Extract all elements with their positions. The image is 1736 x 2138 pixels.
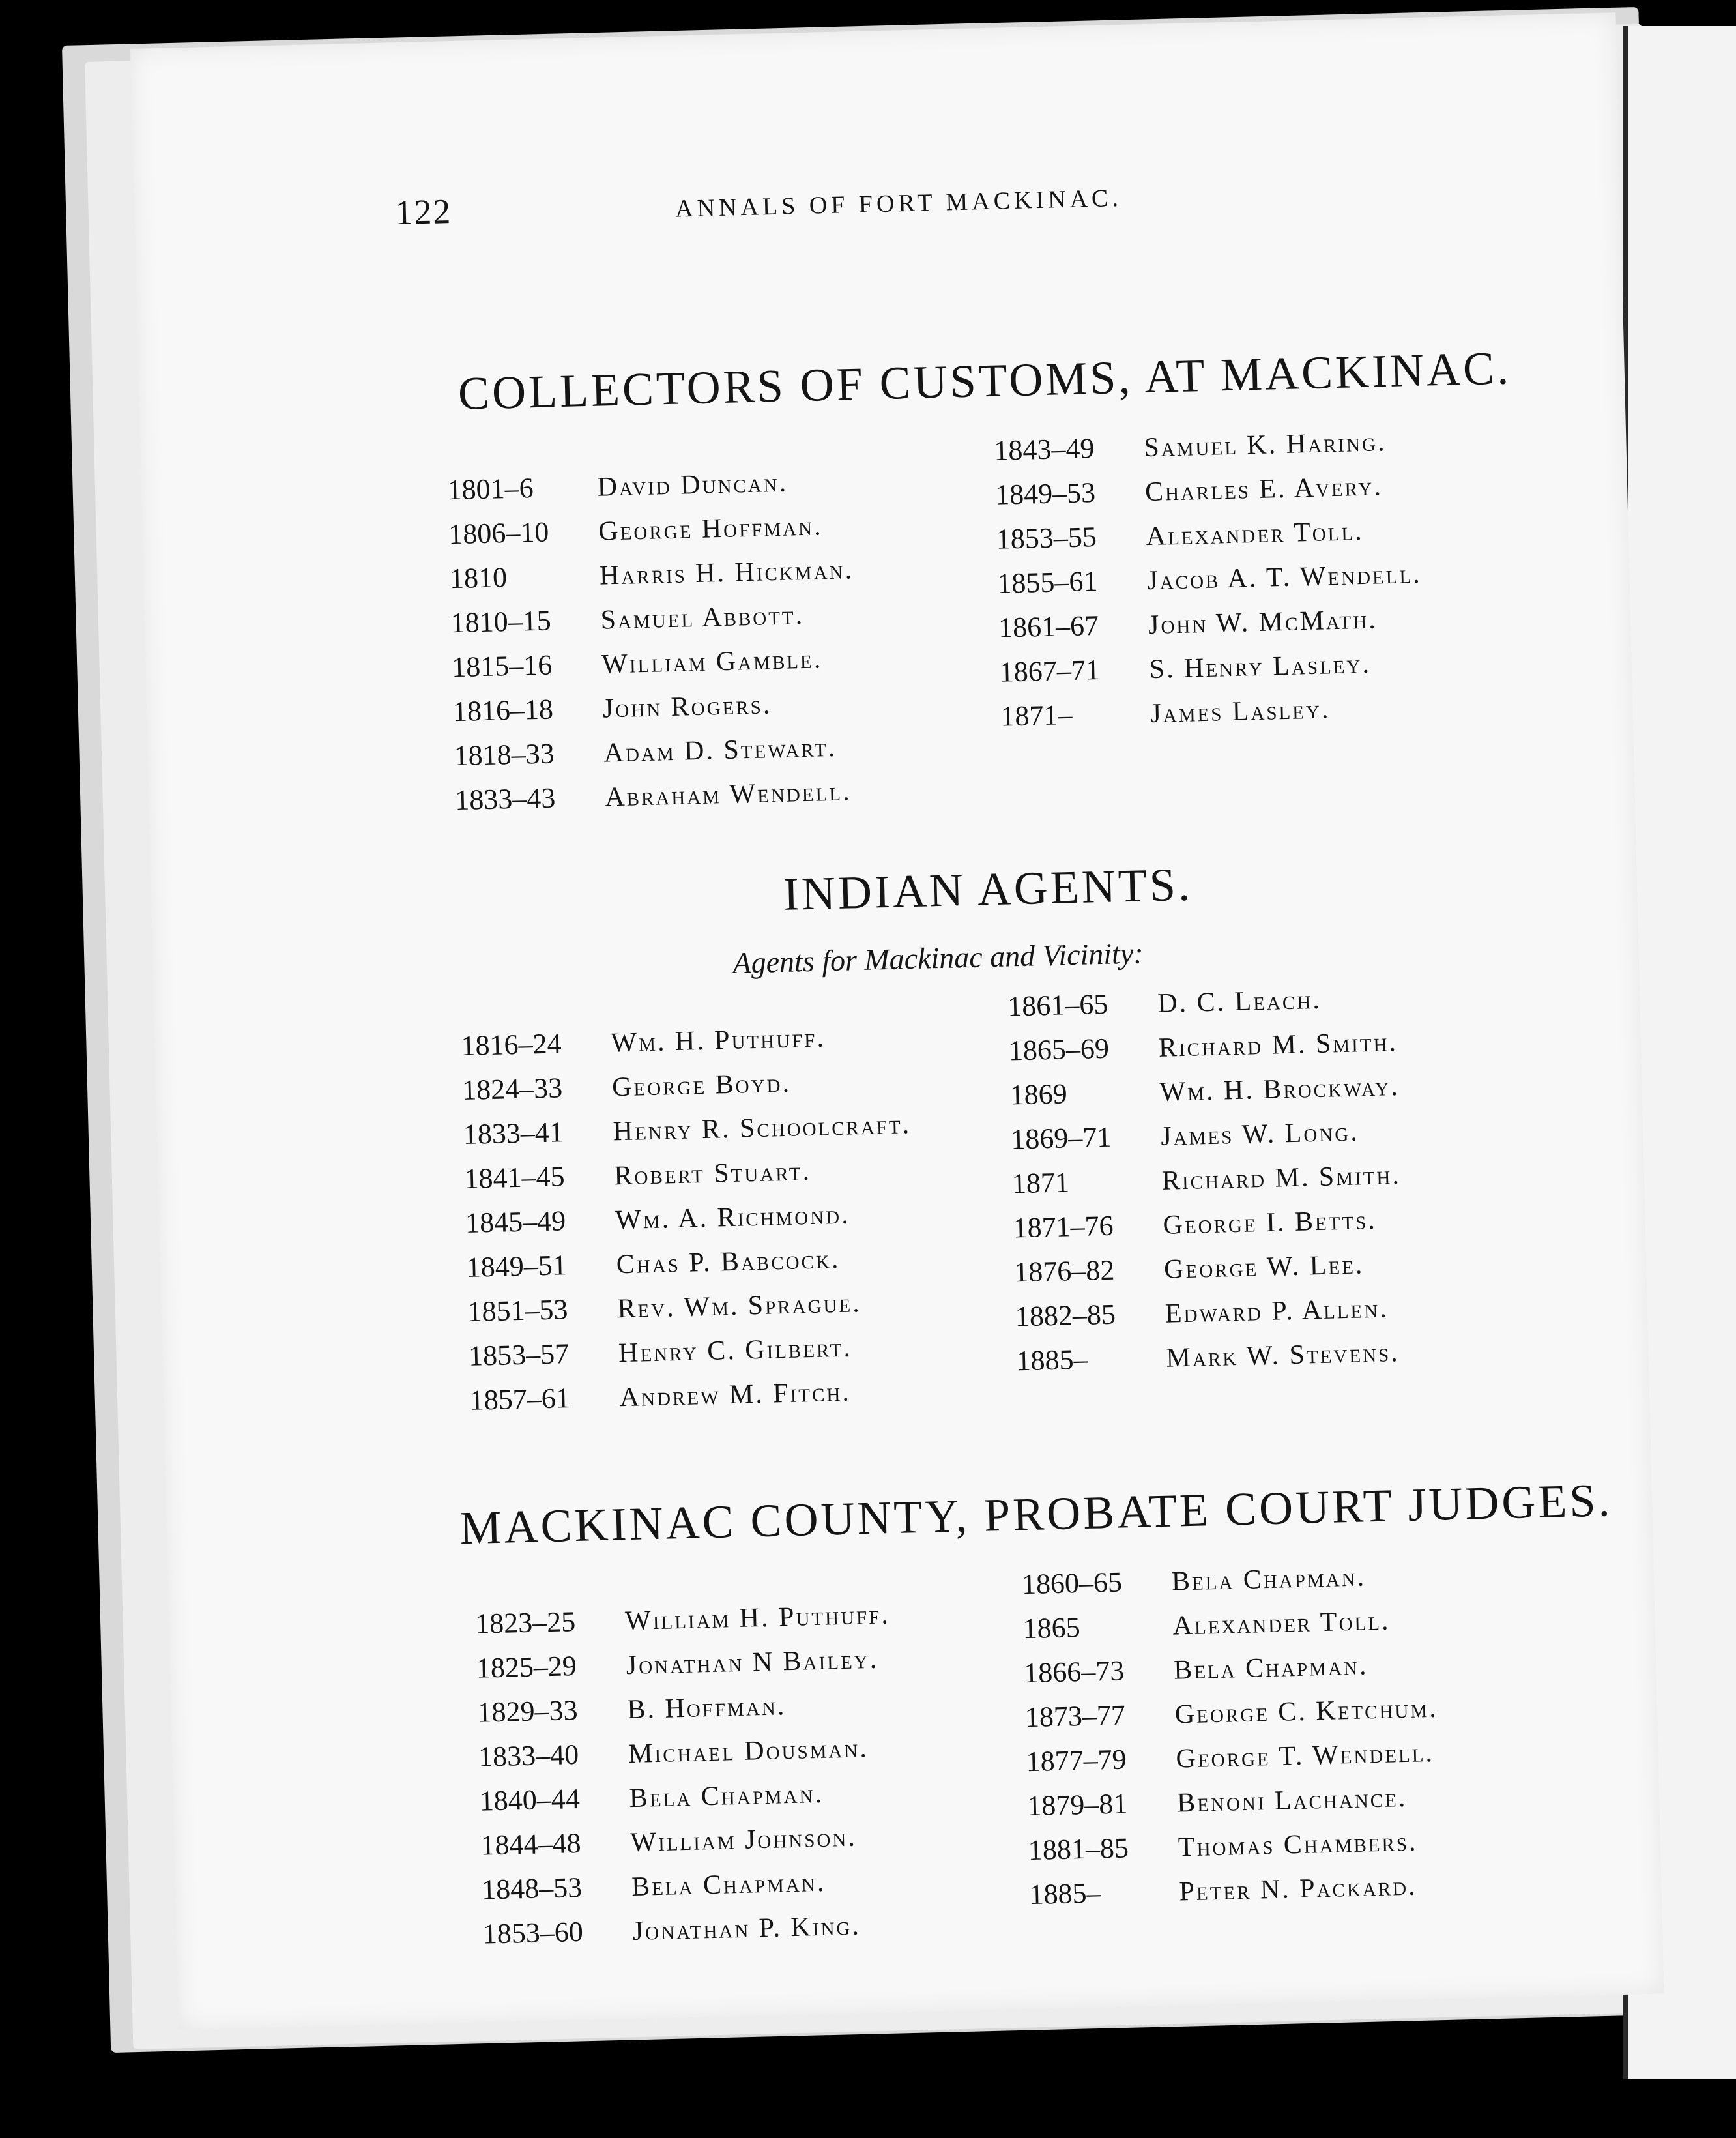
term-years: 1853–55 xyxy=(996,521,1097,555)
term-years: 1871– xyxy=(1000,698,1073,733)
term-years: 1833–43 xyxy=(454,782,556,817)
officeholder-name: Rev. Wm. Sprague. xyxy=(616,1288,862,1325)
officeholder-name: Jacob A. T. Wendell. xyxy=(1146,559,1423,596)
term-years: 1825–29 xyxy=(476,1650,577,1684)
officeholder-name: Adam D. Stewart. xyxy=(603,732,837,769)
collectors-columns xyxy=(421,427,1589,817)
term-years: 1871–76 xyxy=(1013,1209,1114,1244)
officeholder-name: David Duncan. xyxy=(597,467,788,503)
list-item xyxy=(1029,1868,1443,1922)
term-years: 1853–57 xyxy=(468,1338,570,1372)
list-item xyxy=(1016,1335,1407,1389)
term-years: 1816–24 xyxy=(460,1027,562,1062)
list-item xyxy=(1000,690,1426,744)
term-years: 1865–69 xyxy=(1008,1032,1110,1067)
section-indian-agents xyxy=(431,848,1602,1416)
officeholder-name: George I. Betts. xyxy=(1163,1205,1378,1240)
officeholder-name: Benoni Lachance. xyxy=(1176,1782,1408,1819)
term-years: 1861–67 xyxy=(998,609,1099,644)
officeholder-name: Robert Stuart. xyxy=(613,1156,812,1192)
officeholder-name: Bela Chapman. xyxy=(1173,1650,1368,1686)
officeholder-name: Richard M. Smith. xyxy=(1158,1027,1398,1063)
probate-judges-right-column xyxy=(1021,1558,1443,1922)
list-item xyxy=(455,774,860,828)
collectors-left-column xyxy=(447,463,860,828)
term-years: 1857–61 xyxy=(469,1382,571,1416)
term-years: 1818–33 xyxy=(454,737,555,772)
section-subtitle-indian-agents: Agents for Mackinac and Vicinity: xyxy=(732,936,1144,980)
term-years: 1801–6 xyxy=(447,472,534,506)
term-years: 1885– xyxy=(1015,1343,1089,1377)
section-title-probate-judges: MACKINAC COUNTY, PROBATE COURT JUDGES. xyxy=(459,1474,1613,1555)
probate-judges-left-column xyxy=(475,1597,899,1961)
officeholder-name: Peter N. Packard. xyxy=(1179,1871,1418,1907)
officeholder-name: Richard M. Smith. xyxy=(1161,1160,1402,1196)
officeholder-name: John W. McMath. xyxy=(1148,604,1378,641)
term-years: 1871 xyxy=(1011,1166,1070,1200)
officeholder-name: Bela Chapman. xyxy=(631,1867,826,1903)
term-years: 1849–51 xyxy=(466,1249,568,1283)
probate-judges-columns xyxy=(448,1562,1616,1950)
officeholder-name: Edward P. Allen. xyxy=(1165,1293,1389,1329)
term-years: 1833–41 xyxy=(463,1116,564,1151)
list-item xyxy=(482,1907,898,1962)
officeholder-name: D. C. Leach. xyxy=(1157,984,1322,1019)
officeholder-name: George Boyd. xyxy=(611,1068,792,1103)
officeholder-name: William Johnson. xyxy=(629,1822,858,1858)
officeholder-name: George W. Lee. xyxy=(1163,1250,1365,1285)
officeholder-name: Bela Chapman. xyxy=(1171,1562,1367,1597)
officeholder-name: William H. Puthuff. xyxy=(624,1600,891,1637)
term-years: 1810 xyxy=(449,561,508,595)
term-years: 1806–10 xyxy=(448,516,549,551)
page-number: 122 xyxy=(394,192,452,233)
officeholder-name: Charles E. Avery. xyxy=(1144,471,1383,508)
term-years: 1851–53 xyxy=(467,1293,569,1328)
officeholder-name: Henry C. Gilbert. xyxy=(618,1332,853,1369)
term-years: 1845–49 xyxy=(465,1205,566,1239)
officeholder-name: James W. Long. xyxy=(1160,1117,1360,1152)
term-years: 1876–82 xyxy=(1013,1253,1115,1289)
officeholder-name: Alexander Toll. xyxy=(1146,516,1365,552)
officeholder-name: Alexander Toll. xyxy=(1172,1605,1391,1641)
term-years: 1823–25 xyxy=(474,1605,576,1640)
indian-agents-left-column xyxy=(461,1018,918,1428)
officeholder-name: Wm. H. Puthuff. xyxy=(610,1023,826,1059)
term-years: 1829–33 xyxy=(476,1693,579,1729)
term-years: 1877–79 xyxy=(1026,1743,1127,1778)
term-years: 1849–53 xyxy=(994,476,1096,511)
officeholder-name: William Gamble. xyxy=(601,644,823,680)
officeholder-name: Michael Dousman. xyxy=(628,1733,869,1770)
term-years: 1815–16 xyxy=(451,649,553,684)
officeholder-name: Harris H. Hickman. xyxy=(599,555,854,591)
officeholder-name: Abraham Wendell. xyxy=(604,776,852,813)
term-years: 1840–44 xyxy=(479,1782,581,1817)
term-years: 1882–85 xyxy=(1015,1298,1116,1333)
term-years: 1879–81 xyxy=(1026,1787,1128,1823)
term-years: 1848–53 xyxy=(481,1871,583,1906)
term-years: 1853–60 xyxy=(482,1915,584,1950)
term-years: 1869 xyxy=(1009,1077,1068,1111)
term-years: 1885– xyxy=(1028,1877,1102,1911)
term-years: 1866–73 xyxy=(1023,1654,1125,1690)
officeholder-name: Andrew M. Fitch. xyxy=(619,1377,852,1413)
indian-agents-columns xyxy=(434,984,1602,1416)
term-years: 1867–71 xyxy=(999,653,1101,688)
term-years: 1833–40 xyxy=(478,1738,579,1773)
officeholder-name: B. Hoffman. xyxy=(626,1691,787,1725)
term-years: 1810–15 xyxy=(450,604,552,639)
page-header xyxy=(395,169,1374,245)
term-years: 1873–77 xyxy=(1024,1699,1126,1734)
officeholder-name: George Hoffman. xyxy=(598,511,823,547)
officeholder-name: Wm. A. Richmond. xyxy=(615,1199,851,1236)
officeholder-name: Mark W. Stevens. xyxy=(1165,1338,1400,1373)
term-years: 1860–65 xyxy=(1021,1566,1123,1601)
section-probate-judges xyxy=(446,1473,1617,1950)
term-years: 1816–18 xyxy=(452,693,554,728)
officeholder-name: Bela Chapman. xyxy=(629,1778,824,1814)
officeholder-name: Henry R. Schoolcraft. xyxy=(613,1109,912,1147)
term-years: 1841–45 xyxy=(463,1160,566,1195)
section-title-collectors: COLLECTORS OF CUSTOMS, AT MACKINAC. xyxy=(457,342,1512,420)
officeholder-name: S. Henry Lasley. xyxy=(1149,649,1372,685)
term-years: 1843–49 xyxy=(993,432,1095,467)
term-years: 1824–33 xyxy=(461,1072,563,1107)
section-title-indian-agents: INDIAN AGENTS. xyxy=(783,858,1193,920)
officeholder-name: Jonathan P. King. xyxy=(632,1911,861,1947)
collectors-right-column xyxy=(994,424,1426,744)
term-years: 1865 xyxy=(1022,1611,1081,1645)
term-years: 1855–61 xyxy=(996,564,1098,600)
indian-agents-right-column xyxy=(1007,980,1407,1388)
officeholder-name: George C. Ketchum. xyxy=(1174,1693,1439,1730)
officeholder-name: Samuel K. Haring. xyxy=(1143,427,1387,463)
officeholder-name: Jonathan N Bailey. xyxy=(626,1644,879,1681)
officeholder-name: Thomas Chambers. xyxy=(1178,1826,1418,1863)
officeholder-name: James Lasley. xyxy=(1150,694,1331,729)
officeholder-name: John Rogers. xyxy=(602,690,772,724)
term-years: 1844–48 xyxy=(480,1826,582,1862)
officeholder-name: Chas P. Babcock. xyxy=(616,1244,841,1280)
section-collectors xyxy=(418,340,1589,817)
term-years: 1881–85 xyxy=(1028,1832,1129,1867)
officeholder-name: Wm. H. Brockway. xyxy=(1159,1071,1400,1107)
officeholder-name: Samuel Abbott. xyxy=(600,600,805,636)
book-page xyxy=(130,12,1664,2030)
term-years: 1861–65 xyxy=(1007,988,1108,1023)
officeholder-name: George T. Wendell. xyxy=(1176,1737,1435,1774)
term-years: 1869–71 xyxy=(1010,1120,1112,1156)
running-title: ANNALS OF FORT MACKINAC. xyxy=(674,184,1123,223)
